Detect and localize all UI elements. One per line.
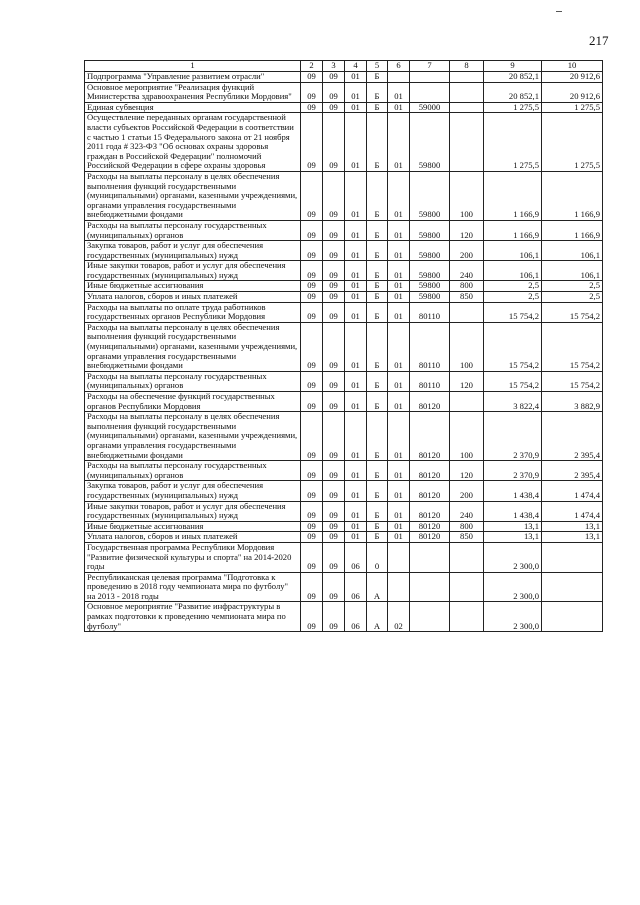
direction-cell: 59800 [410, 281, 450, 292]
amount-2017-cell: 2,5 [484, 292, 542, 303]
razdel-cell: 09 [301, 481, 323, 501]
expense-type-cell: 240 [450, 261, 484, 281]
podrazdel-cell: 09 [323, 461, 345, 481]
expense-type-cell [450, 72, 484, 83]
direction-cell [410, 542, 450, 572]
table-row [85, 521, 603, 532]
page-number: 217 [589, 33, 609, 48]
expense-type-cell [450, 572, 484, 602]
event-cell: 01 [388, 261, 410, 281]
expense-type-cell [450, 113, 484, 172]
table-row [85, 371, 603, 391]
direction-cell: 59800 [410, 171, 450, 220]
subprogram-cell: А [367, 572, 388, 602]
amount-2018-cell: 2 395,4 [542, 461, 603, 481]
podrazdel-cell: 09 [323, 302, 345, 322]
event-cell: 01 [388, 82, 410, 102]
podrazdel-cell: 09 [323, 412, 345, 461]
podrazdel-cell: 09 [323, 261, 345, 281]
event-cell: 01 [388, 220, 410, 240]
direction-cell [410, 602, 450, 632]
direction-cell [410, 572, 450, 602]
amount-2018-cell: 1 275,5 [542, 102, 603, 113]
program-cell: 06 [345, 542, 367, 572]
table-row [85, 220, 603, 240]
event-cell: 01 [388, 102, 410, 113]
amount-2017-cell: 1 438,4 [484, 481, 542, 501]
podrazdel-cell: 09 [323, 171, 345, 220]
amount-2018-cell: 3 882,9 [542, 392, 603, 412]
event-cell: 01 [388, 521, 410, 532]
amount-2018-cell: 15 754,2 [542, 302, 603, 322]
event-cell: 01 [388, 171, 410, 220]
item-name-cell: Расходы на выплаты по оплате труда работников государственных органов Республики Мордовия [85, 302, 301, 322]
expense-type-cell: 120 [450, 461, 484, 481]
program-cell: 01 [345, 481, 367, 501]
header-cell: 1 [85, 61, 301, 72]
expense-type-cell [450, 602, 484, 632]
item-name-cell: Расходы на обеспечение функций государственных органов Республики Мордовия [85, 392, 301, 412]
event-cell: 02 [388, 602, 410, 632]
razdel-cell: 09 [301, 532, 323, 543]
table-row [85, 461, 603, 481]
podrazdel-cell: 09 [323, 82, 345, 102]
program-cell: 01 [345, 113, 367, 172]
razdel-cell: 09 [301, 261, 323, 281]
subprogram-cell: А [367, 602, 388, 632]
razdel-cell: 09 [301, 392, 323, 412]
podrazdel-cell: 09 [323, 392, 345, 412]
table-row [85, 572, 603, 602]
amount-2017-cell: 13,1 [484, 532, 542, 543]
razdel-cell: 09 [301, 371, 323, 391]
amount-2017-cell: 106,1 [484, 261, 542, 281]
amount-2018-cell: 1 166,9 [542, 171, 603, 220]
table-header-row [85, 61, 603, 72]
amount-2017-cell: 1 275,5 [484, 113, 542, 172]
table-row [85, 392, 603, 412]
direction-cell: 59800 [410, 220, 450, 240]
event-cell: 01 [388, 281, 410, 292]
subprogram-cell: Б [367, 481, 388, 501]
direction-cell: 59800 [410, 261, 450, 281]
podrazdel-cell: 09 [323, 572, 345, 602]
razdel-cell: 09 [301, 102, 323, 113]
item-name-cell: Расходы на выплаты персоналу государственных (муниципальных) органов [85, 461, 301, 481]
amount-2018-cell: 1 166,9 [542, 220, 603, 240]
amount-2018-cell: 1 275,5 [542, 113, 603, 172]
item-name-cell: Основное мероприятие "Реализация функций Министерства здравоохранения Республики Мордовия" [85, 82, 301, 102]
podrazdel-cell: 09 [323, 371, 345, 391]
item-name-cell: Закупка товаров, работ и услуг для обеспечения государственных (муниципальных) нужд [85, 481, 301, 501]
subprogram-cell: Б [367, 412, 388, 461]
amount-2018-cell: 20 912,6 [542, 72, 603, 83]
direction-cell: 80120 [410, 392, 450, 412]
subprogram-cell: Б [367, 302, 388, 322]
razdel-cell: 09 [301, 220, 323, 240]
subprogram-cell: Б [367, 371, 388, 391]
event-cell: 01 [388, 302, 410, 322]
amount-2017-cell: 1 166,9 [484, 171, 542, 220]
amount-2018-cell [542, 572, 603, 602]
direction-cell: 59800 [410, 113, 450, 172]
table-row [85, 501, 603, 521]
subprogram-cell: Б [367, 292, 388, 303]
amount-2018-cell: 20 912,6 [542, 82, 603, 102]
amount-2018-cell [542, 602, 603, 632]
expense-type-cell: 120 [450, 371, 484, 391]
amount-2017-cell: 2 300,0 [484, 602, 542, 632]
table-row [85, 171, 603, 220]
program-cell: 01 [345, 392, 367, 412]
program-cell: 01 [345, 412, 367, 461]
podrazdel-cell: 09 [323, 102, 345, 113]
subprogram-cell: Б [367, 281, 388, 292]
item-name-cell: Иные закупки товаров, работ и услуг для обеспечения государственных (муниципальных) нужд [85, 261, 301, 281]
subprogram-cell: Б [367, 532, 388, 543]
program-cell: 01 [345, 532, 367, 543]
direction-cell: 80120 [410, 532, 450, 543]
amount-2018-cell: 13,1 [542, 532, 603, 543]
header-cell: 8 [450, 61, 484, 72]
amount-2017-cell: 2 300,0 [484, 542, 542, 572]
expense-type-cell: 100 [450, 322, 484, 371]
event-cell: 01 [388, 532, 410, 543]
direction-cell: 80120 [410, 481, 450, 501]
amount-2017-cell: 1 275,5 [484, 102, 542, 113]
razdel-cell: 09 [301, 412, 323, 461]
razdel-cell: 09 [301, 281, 323, 292]
amount-2018-cell: 106,1 [542, 261, 603, 281]
table-row [85, 82, 603, 102]
expense-type-cell [450, 392, 484, 412]
program-cell: 01 [345, 281, 367, 292]
item-name-cell: Подпрограмма "Управление развитием отрасли" [85, 72, 301, 83]
event-cell [388, 542, 410, 572]
amount-2018-cell: 106,1 [542, 241, 603, 261]
item-name-cell: Расходы на выплаты персоналу государственных (муниципальных) органов [85, 220, 301, 240]
direction-cell: 80110 [410, 371, 450, 391]
header-cell: 5 [367, 61, 388, 72]
expense-type-cell: 200 [450, 481, 484, 501]
expense-type-cell: 850 [450, 292, 484, 303]
razdel-cell: 09 [301, 602, 323, 632]
event-cell: 01 [388, 241, 410, 261]
razdel-cell: 09 [301, 572, 323, 602]
direction-cell: 59800 [410, 241, 450, 261]
direction-cell: 59000 [410, 102, 450, 113]
item-name-cell: Уплата налогов, сборов и иных платежей [85, 532, 301, 543]
razdel-cell: 09 [301, 241, 323, 261]
amount-2018-cell: 13,1 [542, 521, 603, 532]
razdel-cell: 09 [301, 113, 323, 172]
item-name-cell: Уплата налогов, сборов и иных платежей [85, 292, 301, 303]
expense-type-cell: 100 [450, 171, 484, 220]
program-cell: 06 [345, 572, 367, 602]
table-row [85, 412, 603, 461]
subprogram-cell: Б [367, 171, 388, 220]
header-cell: 7 [410, 61, 450, 72]
expense-type-cell: 100 [450, 412, 484, 461]
program-cell: 01 [345, 72, 367, 83]
podrazdel-cell: 09 [323, 501, 345, 521]
item-name-cell: Расходы на выплаты персоналу в целях обеспечения выполнения функций государственными (муниципальными) органами, казенными учреждениями, органами управления государственными внебюджетными фондами [85, 322, 301, 371]
amount-2018-cell [542, 542, 603, 572]
amount-2018-cell: 15 754,2 [542, 322, 603, 371]
subprogram-cell: Б [367, 82, 388, 102]
podrazdel-cell: 09 [323, 281, 345, 292]
amount-2017-cell: 2 370,9 [484, 412, 542, 461]
podrazdel-cell: 09 [323, 521, 345, 532]
expense-type-cell: 800 [450, 281, 484, 292]
podrazdel-cell: 09 [323, 113, 345, 172]
amount-2018-cell: 2,5 [542, 292, 603, 303]
corner-mark [556, 11, 562, 12]
amount-2017-cell: 2,5 [484, 281, 542, 292]
podrazdel-cell: 09 [323, 602, 345, 632]
amount-2017-cell: 2 370,9 [484, 461, 542, 481]
item-name-cell: Расходы на выплаты персоналу государственных (муниципальных) органов [85, 371, 301, 391]
table-row [85, 113, 603, 172]
program-cell: 01 [345, 261, 367, 281]
item-name-cell: Иные бюджетные ассигнования [85, 281, 301, 292]
table-row [85, 532, 603, 543]
header-cell: 9 [484, 61, 542, 72]
table-row [85, 261, 603, 281]
header-cell: 3 [323, 61, 345, 72]
subprogram-cell: Б [367, 322, 388, 371]
event-cell: 01 [388, 322, 410, 371]
amount-2017-cell: 2 300,0 [484, 572, 542, 602]
podrazdel-cell: 09 [323, 532, 345, 543]
amount-2018-cell: 15 754,2 [542, 371, 603, 391]
program-cell: 01 [345, 501, 367, 521]
direction-cell: 80110 [410, 322, 450, 371]
subprogram-cell: Б [367, 392, 388, 412]
header-cell: 4 [345, 61, 367, 72]
item-name-cell: Осуществление переданных органам государственной власти субъектов Российской Федерации в соответствии с частью 1 статьи 15 Федерального закона от 21 ноября 2011 года # 323-ФЗ "Об основах охраны здоровья граждан в Российской Федерации" полномочий Российской Федерации в сфере охраны здоровья [85, 113, 301, 172]
table-row [85, 102, 603, 113]
subprogram-cell: Б [367, 113, 388, 172]
direction-cell: 80120 [410, 412, 450, 461]
program-cell: 01 [345, 521, 367, 532]
amount-2017-cell: 13,1 [484, 521, 542, 532]
expense-type-cell: 240 [450, 501, 484, 521]
direction-cell: 80110 [410, 302, 450, 322]
amount-2017-cell: 1 438,4 [484, 501, 542, 521]
program-cell: 01 [345, 292, 367, 303]
expense-type-cell: 800 [450, 521, 484, 532]
amount-2017-cell: 20 852,1 [484, 82, 542, 102]
expense-type-cell [450, 82, 484, 102]
item-name-cell: Закупка товаров, работ и услуг для обеспечения государственных (муниципальных) нужд [85, 241, 301, 261]
event-cell: 01 [388, 412, 410, 461]
razdel-cell: 09 [301, 302, 323, 322]
item-name-cell: Республиканская целевая программа "Подготовка к проведению в 2018 году чемпионата мира по футболу" на 2013 - 2018 годы [85, 572, 301, 602]
program-cell: 06 [345, 602, 367, 632]
header-cell: 6 [388, 61, 410, 72]
subprogram-cell: Б [367, 102, 388, 113]
expense-type-cell: 120 [450, 220, 484, 240]
event-cell: 01 [388, 392, 410, 412]
table-row [85, 292, 603, 303]
direction-cell: 59800 [410, 292, 450, 303]
item-name-cell: Иные бюджетные ассигнования [85, 521, 301, 532]
subprogram-cell: Б [367, 501, 388, 521]
amount-2017-cell: 15 754,2 [484, 371, 542, 391]
amount-2017-cell: 3 822,4 [484, 392, 542, 412]
program-cell: 01 [345, 171, 367, 220]
expense-type-cell [450, 302, 484, 322]
subprogram-cell: Б [367, 521, 388, 532]
program-cell: 01 [345, 82, 367, 102]
direction-cell: 80120 [410, 521, 450, 532]
podrazdel-cell: 09 [323, 220, 345, 240]
amount-2017-cell: 15 754,2 [484, 302, 542, 322]
razdel-cell: 09 [301, 542, 323, 572]
table-row [85, 481, 603, 501]
razdel-cell: 09 [301, 72, 323, 83]
razdel-cell: 09 [301, 521, 323, 532]
event-cell [388, 572, 410, 602]
item-name-cell: Основное мероприятие "Развитие инфраструктуры в рамках подготовки к проведению чемпионата мира по футболу" [85, 602, 301, 632]
razdel-cell: 09 [301, 292, 323, 303]
budget-table [84, 60, 603, 632]
header-cell: 10 [542, 61, 603, 72]
amount-2017-cell: 106,1 [484, 241, 542, 261]
amount-2017-cell: 1 166,9 [484, 220, 542, 240]
direction-cell: 80120 [410, 501, 450, 521]
expense-type-cell: 200 [450, 241, 484, 261]
item-name-cell: Расходы на выплаты персоналу в целях обеспечения выполнения функций государственными (муниципальными) органами, казенными учреждениями, органами управления государственными внебюджетными фондами [85, 171, 301, 220]
razdel-cell: 09 [301, 82, 323, 102]
subprogram-cell: Б [367, 461, 388, 481]
program-cell: 01 [345, 302, 367, 322]
program-cell: 01 [345, 102, 367, 113]
table-row [85, 241, 603, 261]
subprogram-cell: Б [367, 72, 388, 83]
direction-cell [410, 82, 450, 102]
razdel-cell: 09 [301, 322, 323, 371]
subprogram-cell: Б [367, 261, 388, 281]
expense-type-cell: 850 [450, 532, 484, 543]
event-cell: 01 [388, 113, 410, 172]
event-cell: 01 [388, 501, 410, 521]
item-name-cell: Расходы на выплаты персоналу в целях обеспечения выполнения функций государственными (муниципальными) органами, казенными учреждениями, органами управления государственными внебюджетными фондами [85, 412, 301, 461]
program-cell: 01 [345, 241, 367, 261]
event-cell: 01 [388, 461, 410, 481]
expense-type-cell [450, 102, 484, 113]
event-cell: 01 [388, 371, 410, 391]
podrazdel-cell: 09 [323, 542, 345, 572]
expense-type-cell [450, 542, 484, 572]
item-name-cell: Иные закупки товаров, работ и услуг для обеспечения государственных (муниципальных) нужд [85, 501, 301, 521]
table-row [85, 281, 603, 292]
table-row [85, 322, 603, 371]
table-row [85, 542, 603, 572]
amount-2018-cell: 2 395,4 [542, 412, 603, 461]
razdel-cell: 09 [301, 501, 323, 521]
subprogram-cell: Б [367, 241, 388, 261]
podrazdel-cell: 09 [323, 481, 345, 501]
item-name-cell: Государственная программа Республики Мордовия "Развитие физической культуры и спорта" на 2014-2020 годы [85, 542, 301, 572]
podrazdel-cell: 09 [323, 322, 345, 371]
program-cell: 01 [345, 461, 367, 481]
event-cell: 01 [388, 292, 410, 303]
program-cell: 01 [345, 322, 367, 371]
amount-2018-cell: 2,5 [542, 281, 603, 292]
direction-cell [410, 72, 450, 83]
amount-2018-cell: 1 474,4 [542, 481, 603, 501]
item-name-cell: Единая субвенция [85, 102, 301, 113]
amount-2017-cell: 15 754,2 [484, 322, 542, 371]
event-cell [388, 72, 410, 83]
podrazdel-cell: 09 [323, 72, 345, 83]
event-cell: 01 [388, 481, 410, 501]
amount-2017-cell: 20 852,1 [484, 72, 542, 83]
amount-2018-cell: 1 474,4 [542, 501, 603, 521]
subprogram-cell: Б [367, 220, 388, 240]
podrazdel-cell: 09 [323, 292, 345, 303]
podrazdel-cell: 09 [323, 241, 345, 261]
program-cell: 01 [345, 371, 367, 391]
direction-cell: 80120 [410, 461, 450, 481]
table-row [85, 602, 603, 632]
program-cell: 01 [345, 220, 367, 240]
table-row [85, 72, 603, 83]
razdel-cell: 09 [301, 171, 323, 220]
header-cell: 2 [301, 61, 323, 72]
razdel-cell: 09 [301, 461, 323, 481]
subprogram-cell: 0 [367, 542, 388, 572]
table-row [85, 302, 603, 322]
